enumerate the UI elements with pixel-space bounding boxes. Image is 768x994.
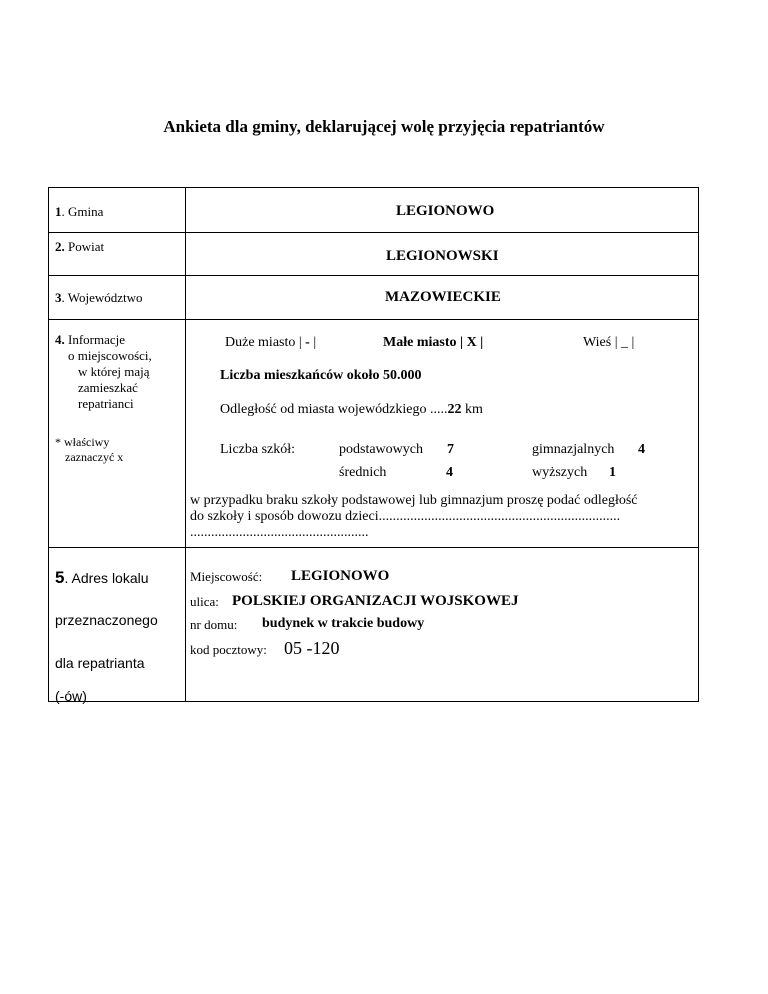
ulica-value: POLSKIEJ ORGANIZACJI WOJSKOWEJ (232, 593, 519, 609)
wyzszych-label: wyższych (532, 465, 588, 480)
liczba-mieszkancow: Liczba mieszkańców około 50.000 (220, 368, 422, 383)
powiat-value: LEGIONOWSKI (386, 248, 499, 264)
kod-pocztowy-label: kod pocztowy: (190, 642, 267, 657)
info-note: zaznaczyć x (65, 450, 124, 464)
gmina-label: 1. Gmina (55, 204, 104, 219)
brak-szkoly-text: ................................................... (190, 525, 369, 540)
column-divider (185, 188, 186, 701)
miejscowosc-label: Miejscowość: (190, 569, 263, 584)
podstawowych-label: podstawowych (339, 442, 423, 457)
page-title: Ankieta dla gminy, deklarującej wolę przyjęcia repatriantów (163, 117, 605, 136)
duze-miasto-option: Duże miasto | - | (225, 335, 317, 350)
adres-label: 5. Adres lokalu (55, 568, 149, 587)
brak-szkoly-text: w przypadku braku szkoły podstawowej lub gimnazjum proszę podać odległość (190, 493, 638, 508)
podstawowych-value: 7 (447, 442, 454, 457)
row-divider (49, 547, 698, 548)
powiat-label: 2. Powiat (55, 239, 105, 254)
ulica-label: ulica: (190, 594, 219, 609)
odleglosc: Odległość od miasta wojewódzkiego .....22 km (220, 402, 483, 417)
adres-label-line: przeznaczonego (55, 612, 158, 628)
gmina-value: LEGIONOWO (396, 203, 495, 219)
row-divider (49, 319, 698, 320)
szkoly-label: Liczba szkół: (220, 442, 296, 457)
info-label-line: w której mają (78, 364, 150, 379)
info-label-line: repatrianci (78, 396, 134, 411)
brak-szkoly-text: do szkoły i sposób dowozu dzieci..................................................................... (190, 509, 621, 524)
srednich-label: średnich (339, 465, 387, 480)
nr-domu-label: nr domu: (190, 617, 238, 632)
wojewodztwo-label: 3. Województwo (55, 290, 143, 305)
info-label-line: zamieszkać (78, 380, 138, 395)
kod-pocztowy-value: 05 -120 (284, 638, 340, 658)
row-divider (49, 232, 698, 233)
info-label: 4. Informacje (55, 332, 126, 347)
info-note: * właściwy (55, 435, 110, 449)
adres-label-line: dla repatrianta (55, 655, 145, 671)
adres-label-line: (-ów) (55, 688, 87, 704)
srednich-value: 4 (446, 465, 453, 480)
gimnazjalnych-label: gimnazjalnych (532, 442, 615, 457)
nr-domu-value: budynek w trakcie budowy (262, 616, 425, 631)
wojewodztwo-value: MAZOWIECKIE (385, 289, 501, 305)
gimnazjalnych-value: 4 (638, 442, 645, 457)
male-miasto-option: Małe miasto | X | (383, 335, 484, 350)
info-label-line: o miejscowości, (68, 348, 152, 363)
wyzszych-value: 1 (609, 465, 616, 480)
row-divider (49, 275, 698, 276)
survey-form (48, 187, 699, 702)
wies-option: Wieś | _ | (583, 335, 635, 350)
miejscowosc-value: LEGIONOWO (291, 568, 390, 584)
